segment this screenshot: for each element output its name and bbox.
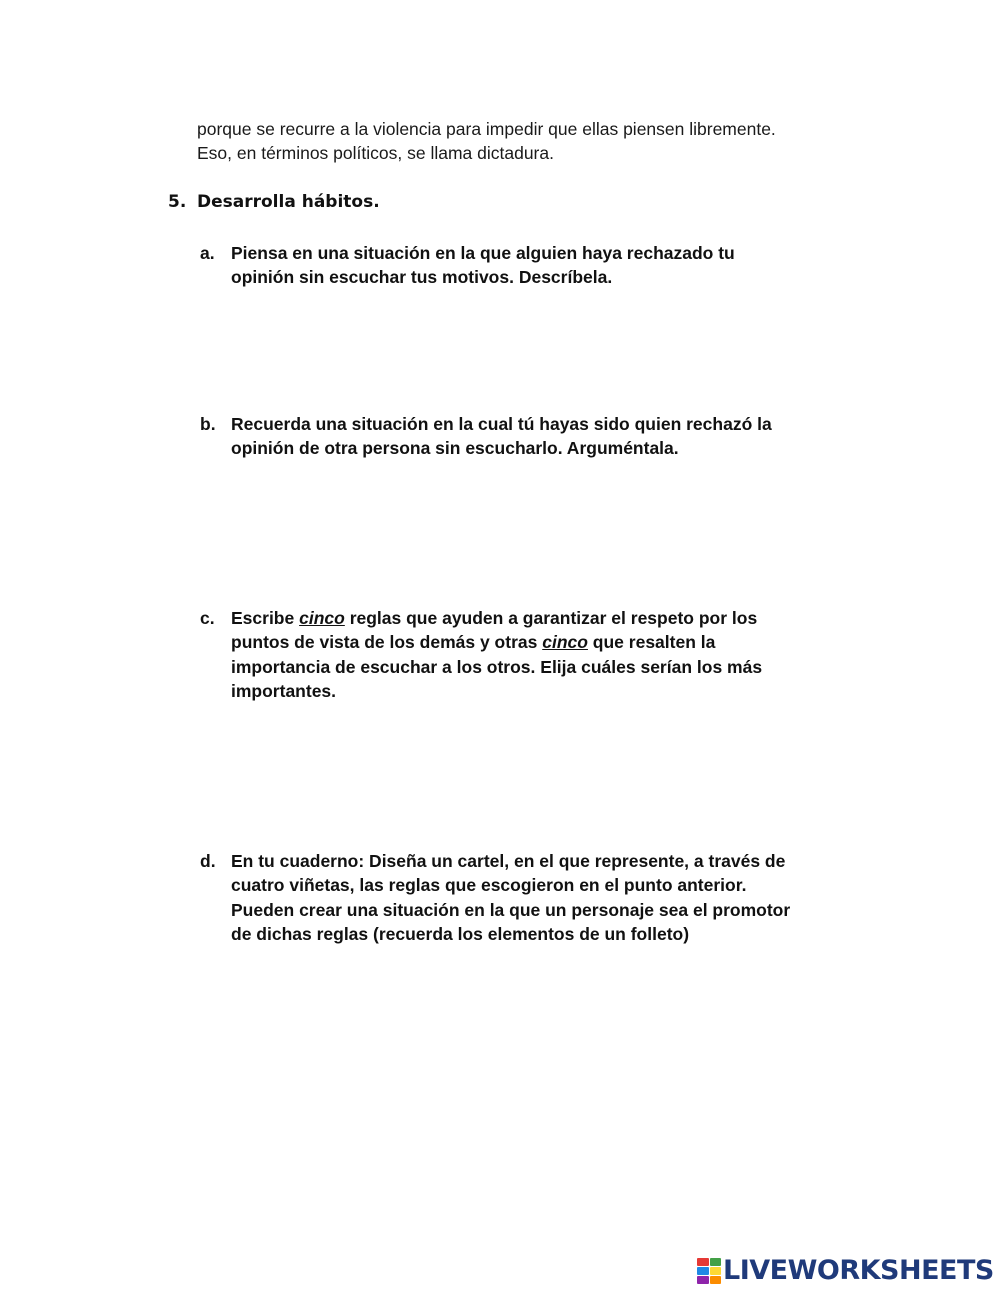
question-line: Recuerda una situación en la cual tú hayas sido quien rechazó la bbox=[231, 414, 772, 434]
intro-line-1: porque se recurre a la violencia para impedir que ellas piensen libremente. bbox=[197, 119, 776, 139]
emphasis-word: cinco bbox=[542, 632, 588, 653]
question-d bbox=[200, 849, 890, 947]
section-heading bbox=[168, 190, 380, 214]
question-line: importantes. bbox=[231, 681, 337, 702]
section-number: 5. bbox=[168, 192, 187, 212]
question-line: importancia de escuchar a los otros. Elija cuáles serían los más bbox=[231, 656, 763, 677]
logo-square bbox=[710, 1276, 722, 1284]
question-line: de dichas reglas (recuerda los elementos de un folleto) bbox=[231, 924, 690, 945]
logo-square bbox=[697, 1267, 709, 1275]
question-line: cuatro viñetas, las reglas que escogieron en el punto anterior. bbox=[231, 875, 747, 896]
question-letter: d. bbox=[200, 851, 216, 871]
logo-square bbox=[697, 1276, 709, 1284]
question-line: Piensa en una situación en la que alguien haya rechazado tu bbox=[231, 243, 735, 263]
question-letter: c. bbox=[200, 608, 215, 628]
question-line: En tu cuaderno: Diseña un cartel, en el que represente, a través de bbox=[231, 851, 786, 871]
question-letter: b. bbox=[200, 414, 216, 434]
intro-line-2: Eso, en términos políticos, se llama dictadura. bbox=[197, 143, 554, 163]
logo-square bbox=[710, 1267, 722, 1275]
question-text bbox=[231, 241, 890, 290]
liveworksheets-logo-icon bbox=[697, 1258, 721, 1284]
question-text bbox=[231, 412, 890, 461]
logo-square bbox=[697, 1258, 709, 1266]
question-fragment: Escribe bbox=[231, 608, 300, 628]
emphasis-word: cinco bbox=[299, 608, 345, 628]
logo-square bbox=[710, 1258, 722, 1266]
question-line: opinión de otra persona sin escucharlo. Arguméntala. bbox=[231, 438, 679, 459]
question-line: Pueden crear una situación en la que un personaje sea el promotor bbox=[231, 899, 791, 920]
question-line: opinión sin escuchar tus motivos. Descríbela. bbox=[231, 267, 613, 288]
watermark-text: LIVEWORKSHEETS bbox=[723, 1255, 994, 1286]
question-letter: a. bbox=[200, 243, 215, 263]
question-c bbox=[200, 606, 890, 704]
section-title: Desarrolla hábitos. bbox=[197, 192, 380, 212]
question-a bbox=[200, 241, 890, 290]
question-text bbox=[231, 849, 890, 947]
question-fragment: que resalten la bbox=[587, 632, 716, 653]
liveworksheets-watermark bbox=[697, 1254, 994, 1288]
question-fragment: reglas que ayuden a garantizar el respeto por los bbox=[344, 608, 758, 628]
intro-paragraph bbox=[197, 117, 897, 165]
question-fragment: puntos de vista de los demás y otras bbox=[231, 632, 543, 653]
question-b bbox=[200, 412, 890, 461]
question-text bbox=[231, 606, 890, 704]
